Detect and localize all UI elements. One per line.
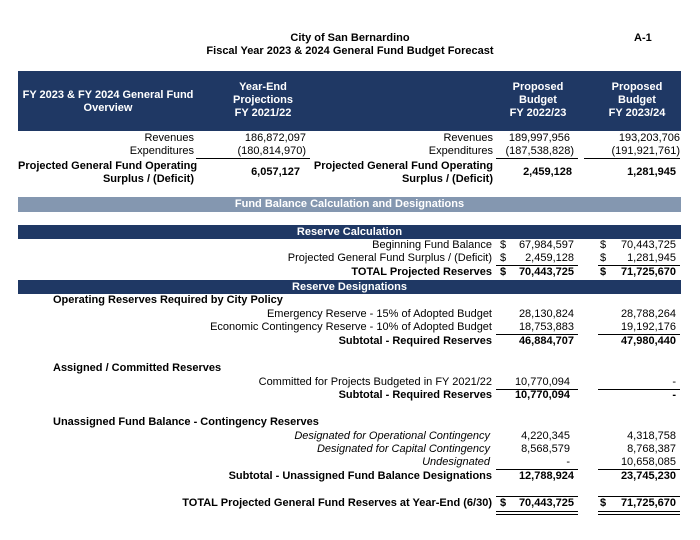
grand-total-label: TOTAL Projected General Fund Reserves at Year-End (6/30) bbox=[182, 497, 492, 509]
rc-surplus-fy2223: 2,459,128 bbox=[525, 252, 574, 264]
committed-fy2324: - bbox=[672, 376, 676, 388]
expenditures-label-left: Expenditures bbox=[129, 145, 194, 157]
revenues-fy2223: 189,997,956 bbox=[508, 132, 570, 144]
total-reserves-label: TOTAL Projected Reserves bbox=[351, 266, 492, 278]
grand-total-fy2324: 71,725,670 bbox=[620, 497, 676, 509]
page-title: Fiscal Year 2023 & 2024 General Fund Budget Forecast bbox=[206, 45, 494, 57]
expenditures-fy2122: (180,814,970) bbox=[237, 145, 306, 157]
capital-fy2223: 8,568,579 bbox=[521, 443, 570, 455]
surplus-label-right: Projected General Fund Operating Surplus / (Deficit) bbox=[313, 160, 493, 185]
economic-label: Economic Contingency Reserve - 10% of Adopted Budget bbox=[210, 321, 492, 333]
beginning-fy2223: 67,984,597 bbox=[518, 239, 574, 251]
overview-col4-header: Proposed Budget FY 2023/24 bbox=[608, 81, 666, 119]
op-subtotal-label: Subtotal - Required Reserves bbox=[338, 335, 492, 347]
surplus-fy2324: 1,281,945 bbox=[627, 166, 676, 178]
surplus-fy2223: 2,459,128 bbox=[523, 166, 572, 178]
expenditures-label-right: Expenditures bbox=[428, 145, 493, 157]
currency-3: $ bbox=[500, 252, 507, 264]
fund-balance-bar: Fund Balance Calculation and Designations bbox=[18, 197, 681, 212]
gt-topline-1 bbox=[496, 496, 578, 497]
currency-6: $ bbox=[600, 266, 607, 278]
currency-1: $ bbox=[500, 239, 507, 251]
operational-label: Designated for Operational Contingency bbox=[294, 430, 490, 442]
un-subtotal-label: Subtotal - Unassigned Fund Balance Designations bbox=[228, 470, 492, 482]
operating-heading: Operating Reserves Required by City Policy bbox=[53, 294, 283, 306]
city-name: City of San Bernardino bbox=[290, 32, 410, 44]
as-subtotal-fy2324: - bbox=[672, 389, 676, 401]
revenues-fy2122: 186,872,097 bbox=[244, 132, 306, 144]
emergency-fy2223: 28,130,824 bbox=[518, 308, 574, 320]
undesignated-fy2324: 10,658,085 bbox=[620, 456, 676, 468]
grand-total-fy2223: 70,443,725 bbox=[518, 497, 574, 509]
emergency-fy2324: 28,788,264 bbox=[620, 308, 676, 320]
reserve-calc-bar: Reserve Calculation bbox=[18, 225, 681, 239]
currency-7: $ bbox=[500, 497, 507, 509]
rc-surplus-fy2324: 1,281,945 bbox=[627, 252, 676, 264]
economic-fy2324: 19,192,176 bbox=[620, 321, 676, 333]
currency-4: $ bbox=[600, 252, 607, 264]
revenues-fy2324: 193,203,706 bbox=[618, 132, 680, 144]
economic-fy2223: 18,753,883 bbox=[518, 321, 574, 333]
gt-topline-2 bbox=[598, 496, 680, 497]
unassigned-heading: Unassigned Fund Balance - Contingency Reserves bbox=[53, 416, 319, 428]
gt-doubleline-1 bbox=[496, 511, 578, 515]
overview-col2-header: Year-End Projections FY 2021/22 bbox=[233, 81, 293, 119]
emergency-label: Emergency Reserve - 15% of Adopted Budget bbox=[266, 308, 492, 320]
revenues-label-right: Revenues bbox=[443, 132, 493, 144]
undesignated-label: Undesignated bbox=[422, 456, 490, 468]
committed-fy2223: 10,770,094 bbox=[514, 376, 570, 388]
un-subtotal-fy2324: 23,745,230 bbox=[620, 470, 676, 482]
capital-fy2324: 8,768,387 bbox=[627, 443, 676, 455]
undesignated-fy2223: - bbox=[566, 456, 570, 468]
beginning-label: Beginning Fund Balance bbox=[372, 239, 492, 251]
op-subtotal-fy2324: 47,980,440 bbox=[620, 335, 676, 347]
un-subtotal-fy2223: 12,788,924 bbox=[518, 470, 574, 482]
overview-col1-header: FY 2023 & FY 2024 General Fund Overview bbox=[22, 89, 194, 114]
currency-8: $ bbox=[600, 497, 607, 509]
underline-fy2223 bbox=[496, 158, 578, 159]
surplus-label-left: Projected General Fund Operating Surplus / (Deficit) bbox=[18, 160, 198, 185]
page-id: A-1 bbox=[634, 32, 652, 44]
underline-fy2122 bbox=[196, 158, 310, 159]
operational-fy2324: 4,318,758 bbox=[627, 430, 676, 442]
operational-fy2223: 4,220,345 bbox=[521, 430, 570, 442]
currency-2: $ bbox=[600, 239, 607, 251]
overview-header bbox=[18, 71, 681, 131]
expenditures-fy2223: (187,538,828) bbox=[505, 145, 574, 157]
expenditures-fy2324: (191,921,761) bbox=[611, 145, 680, 157]
gt-doubleline-2 bbox=[598, 511, 680, 515]
total-reserves-fy2223: 70,443,725 bbox=[518, 266, 574, 278]
revenues-label-left: Revenues bbox=[144, 132, 194, 144]
surplus-fy2122: 6,057,127 bbox=[251, 166, 300, 178]
beginning-fy2324: 70,443,725 bbox=[620, 239, 676, 251]
overview-col3-header: Proposed Budget FY 2022/23 bbox=[509, 81, 567, 119]
committed-label: Committed for Projects Budgeted in FY 2021/22 bbox=[258, 376, 492, 388]
as-subtotal-fy2223: 10,770,094 bbox=[514, 389, 570, 401]
capital-label: Designated for Capital Contingency bbox=[316, 443, 490, 455]
rc-surplus-label: Projected General Fund Surplus / (Deficit) bbox=[287, 252, 492, 264]
as-subtotal-label: Subtotal - Required Reserves bbox=[338, 389, 492, 401]
underline-fy2324 bbox=[584, 158, 680, 159]
currency-5: $ bbox=[500, 266, 507, 278]
assigned-heading: Assigned / Committed Reserves bbox=[53, 362, 222, 374]
op-subtotal-fy2223: 46,884,707 bbox=[518, 335, 574, 347]
reserve-designations-bar: Reserve Designations bbox=[18, 280, 681, 294]
total-reserves-fy2324: 71,725,670 bbox=[620, 266, 676, 278]
